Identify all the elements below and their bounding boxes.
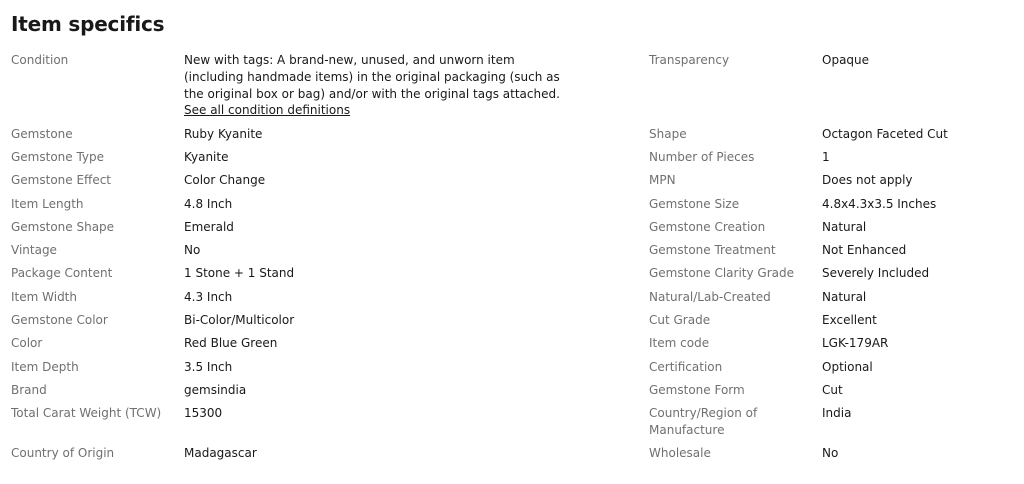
spec-value: Ruby Kyanite bbox=[184, 126, 263, 141]
spec-value: Natural bbox=[822, 289, 867, 304]
spec-label: MPN bbox=[649, 173, 676, 188]
item-specifics-table bbox=[11, 52, 1011, 469]
spec-value: Optional bbox=[822, 359, 873, 374]
spec-row bbox=[11, 359, 1011, 382]
spec-row-condition bbox=[11, 52, 1011, 126]
spec-row bbox=[11, 126, 1011, 149]
spec-label: Gemstone Effect bbox=[11, 173, 112, 188]
spec-label: Certification bbox=[649, 359, 723, 374]
spec-row bbox=[11, 196, 1011, 219]
spec-row bbox=[11, 149, 1011, 172]
spec-row bbox=[11, 312, 1011, 335]
spec-row bbox=[11, 242, 1011, 265]
spec-value-condition bbox=[184, 52, 649, 126]
spec-row bbox=[11, 405, 1011, 445]
section-title: Item specifics bbox=[11, 12, 165, 36]
spec-value: 4.3 Inch bbox=[184, 289, 233, 304]
spec-value-transparency: Opaque bbox=[822, 53, 870, 67]
spec-value: Octagon Faceted Cut bbox=[822, 126, 948, 141]
spec-value: Red Blue Green bbox=[184, 336, 278, 351]
spec-row bbox=[11, 219, 1011, 242]
spec-value: India bbox=[822, 406, 852, 421]
spec-label: Item Depth bbox=[11, 359, 79, 374]
spec-value: Kyanite bbox=[184, 149, 229, 164]
spec-row bbox=[11, 289, 1011, 312]
spec-value: Not Enhanced bbox=[822, 243, 907, 258]
spec-label-transparency: Transparency bbox=[649, 53, 730, 67]
spec-label: Gemstone Treatment bbox=[649, 243, 776, 258]
spec-label: Cut Grade bbox=[649, 313, 711, 328]
spec-value: No bbox=[822, 446, 839, 461]
spec-label: Gemstone Clarity Grade bbox=[649, 266, 795, 281]
spec-value: Madagascar bbox=[184, 446, 257, 461]
spec-label: Wholesale bbox=[649, 446, 711, 461]
spec-label: Package Content bbox=[11, 266, 113, 281]
spec-label: Natural/Lab-Created bbox=[649, 289, 771, 304]
spec-row bbox=[11, 445, 1011, 468]
spec-value: Cut bbox=[822, 382, 843, 397]
spec-label: Gemstone Creation bbox=[649, 219, 766, 234]
see-all-condition-definitions-link[interactable]: See all condition definitions bbox=[184, 103, 351, 118]
spec-value: 3.5 Inch bbox=[184, 359, 233, 374]
spec-value: Excellent bbox=[822, 313, 877, 328]
spec-label: Shape bbox=[649, 126, 687, 141]
spec-label: Country/Region of Manufacture bbox=[649, 406, 758, 438]
spec-value: Natural bbox=[822, 219, 867, 234]
spec-label: Color bbox=[11, 336, 43, 351]
spec-label: Item Length bbox=[11, 196, 84, 211]
spec-value: Bi-Color/Multicolor bbox=[184, 313, 295, 328]
spec-label: Gemstone Type bbox=[11, 149, 105, 164]
spec-label: Item code bbox=[649, 336, 710, 351]
spec-row bbox=[11, 382, 1011, 405]
spec-label: Item Width bbox=[11, 289, 77, 304]
spec-label: Number of Pieces bbox=[649, 149, 755, 164]
spec-row bbox=[11, 335, 1011, 358]
spec-value: No bbox=[184, 243, 201, 258]
spec-value: 1 bbox=[822, 149, 830, 164]
spec-value: 4.8x4.3x3.5 Inches bbox=[822, 196, 937, 211]
spec-value: Severely Included bbox=[822, 266, 930, 281]
spec-value: Emerald bbox=[184, 219, 234, 234]
spec-value: Color Change bbox=[184, 173, 266, 188]
spec-value: 4.8 Inch bbox=[184, 196, 233, 211]
spec-label: Gemstone Shape bbox=[11, 219, 115, 234]
spec-value: 1 Stone + 1 Stand bbox=[184, 266, 295, 281]
spec-value: Does not apply bbox=[822, 173, 913, 188]
spec-label: Gemstone bbox=[11, 126, 73, 141]
spec-label: Total Carat Weight (TCW) bbox=[11, 406, 162, 421]
spec-label: Gemstone Color bbox=[11, 313, 108, 328]
spec-value: gemsindia bbox=[184, 382, 247, 397]
spec-label: Vintage bbox=[11, 243, 57, 258]
spec-value: LGK-179AR bbox=[822, 336, 889, 351]
spec-label: Brand bbox=[11, 382, 47, 397]
spec-row bbox=[11, 172, 1011, 195]
spec-row bbox=[11, 265, 1011, 288]
spec-label: Country of Origin bbox=[11, 446, 115, 461]
spec-label-condition: Condition bbox=[11, 53, 69, 67]
condition-description: New with tags: A brand-new, unused, and unworn item (including handmade items) in the original packaging (such as the original box or bag) and/or with the original tags attached. bbox=[184, 53, 560, 101]
spec-value: 15300 bbox=[184, 406, 223, 421]
spec-label: Gemstone Size bbox=[649, 196, 740, 211]
spec-label: Gemstone Form bbox=[649, 382, 745, 397]
